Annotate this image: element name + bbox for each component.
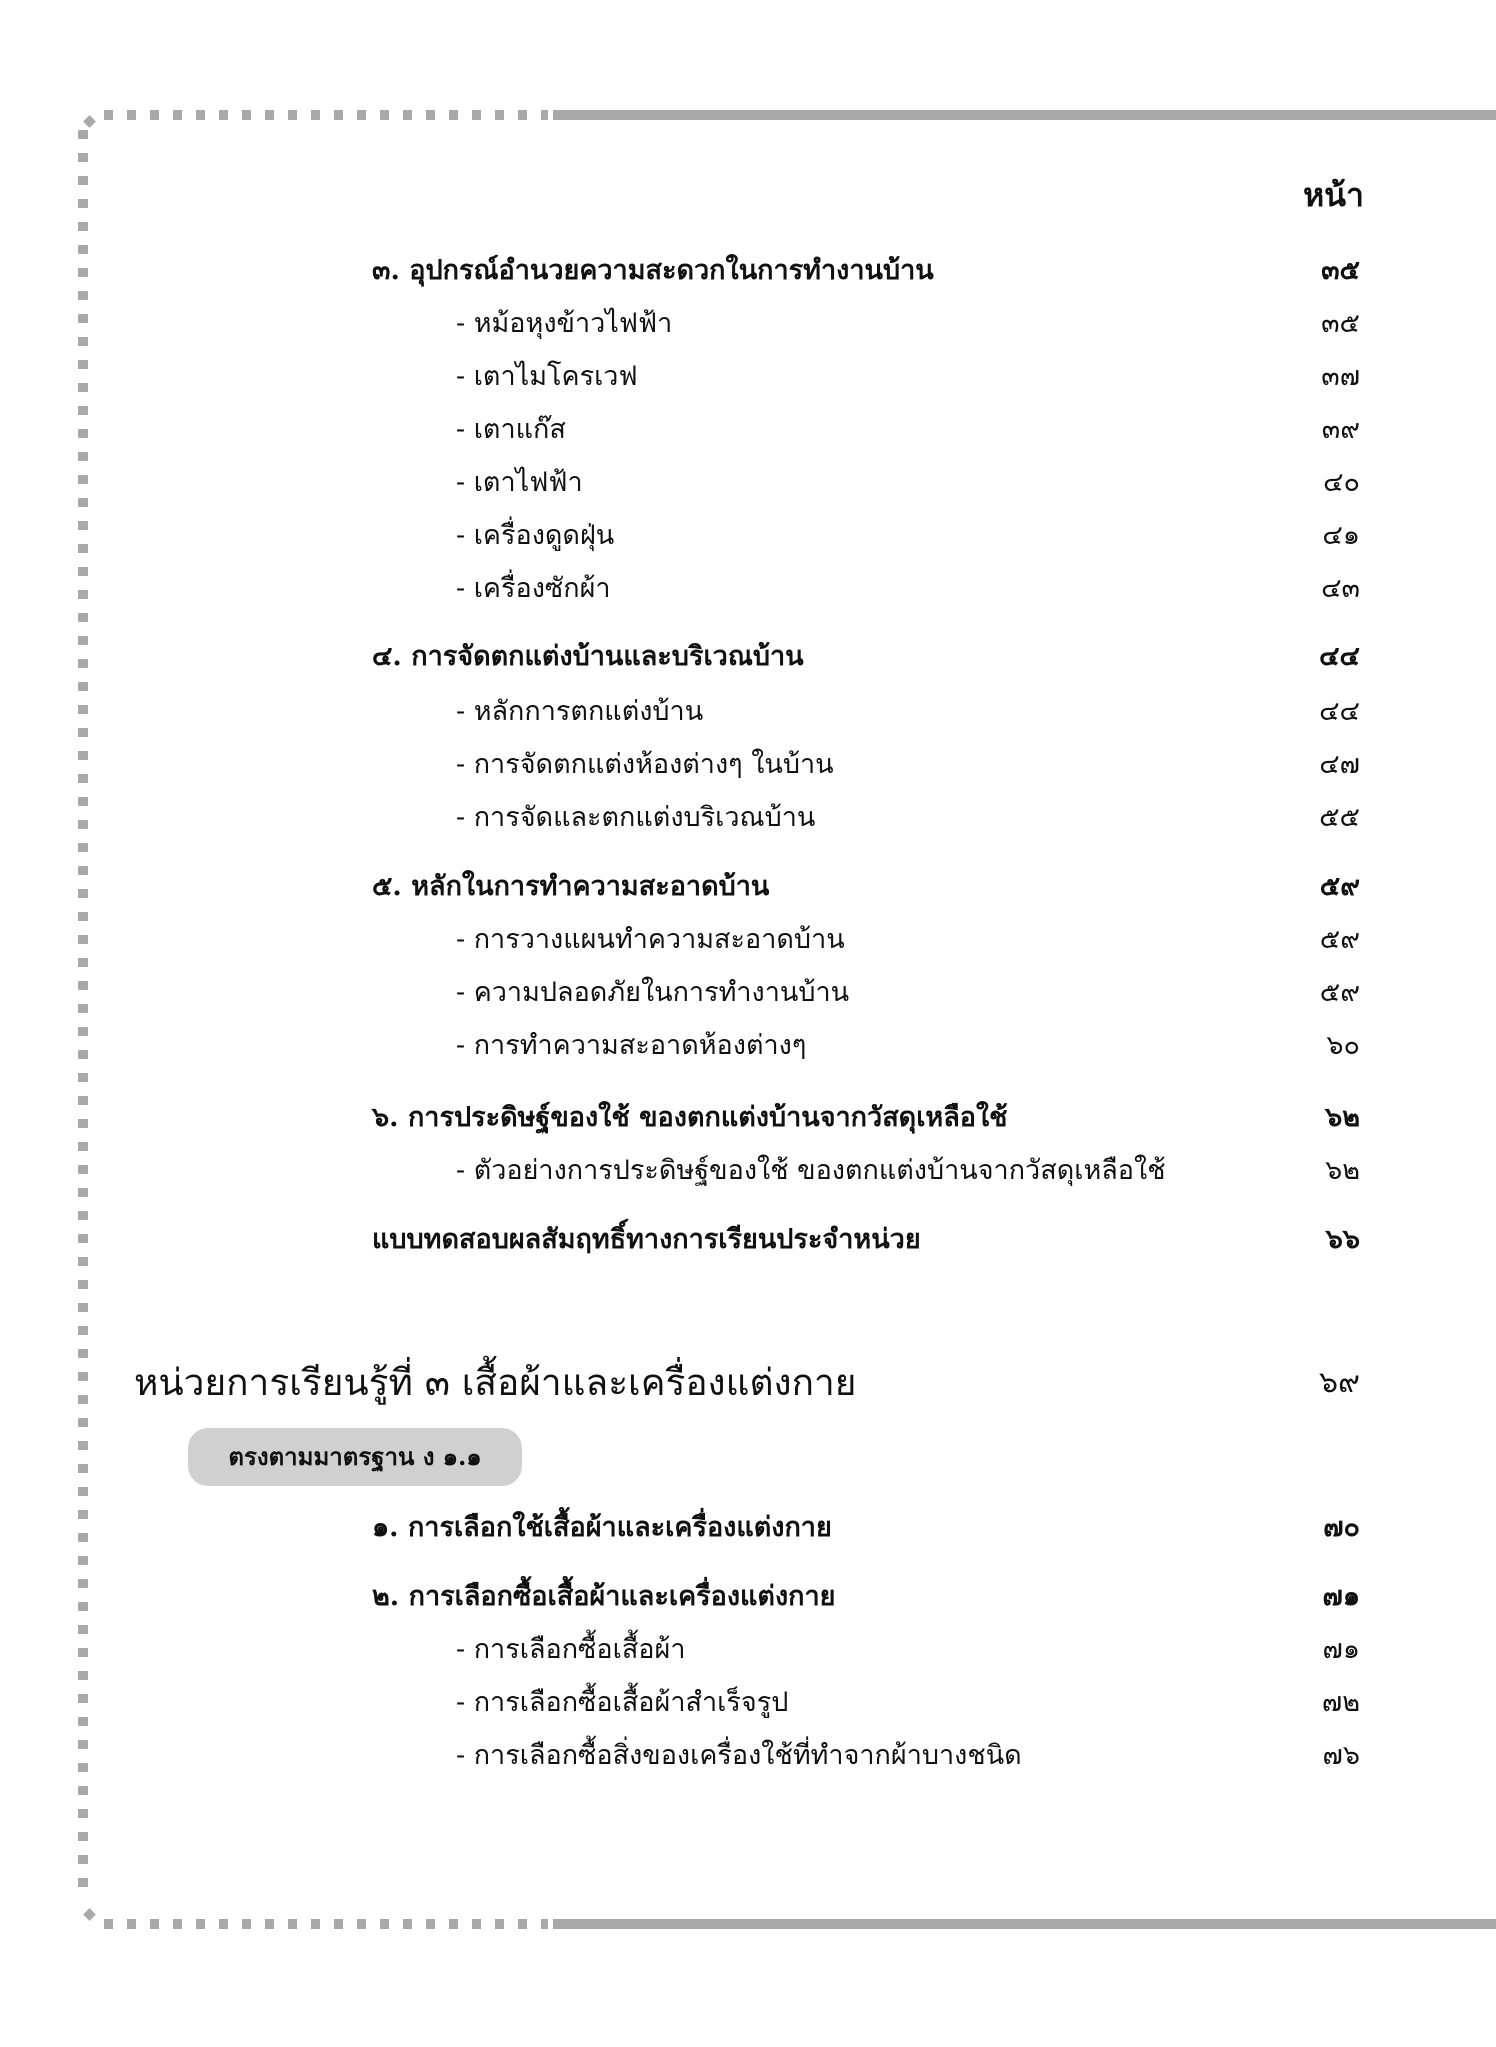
toc-page-number: ๖๒ <box>1325 1155 1360 1186</box>
toc-item-title: - ตัวอย่างการประดิษฐ์ของใช้ ของตกแต่งบ้านจากวัสดุเหลือใช้ <box>456 1155 1166 1186</box>
toc-item-title: - การจัดและตกแต่งบริเวณบ้าน <box>456 802 816 833</box>
toc-item[interactable] <box>0 1680 1496 1726</box>
toc-item-title: - การเลือกซื้อเสื้อผ้า <box>456 1634 686 1665</box>
toc-page-number: ๓๕ <box>1321 255 1360 286</box>
toc-item-title: - เครื่องซักผ้า <box>456 573 611 604</box>
toc-item-title: - หลักการตกแต่งบ้าน <box>456 696 704 727</box>
toc-section[interactable] <box>0 248 1496 294</box>
toc-item[interactable] <box>0 1148 1496 1194</box>
toc-item[interactable] <box>0 1627 1496 1673</box>
frame-corner-diamond <box>83 115 96 128</box>
toc-section-title: ๔. การจัดตกแต่งบ้านและบริเวณบ้าน <box>372 641 804 672</box>
frame-corner-diamond <box>83 1908 96 1921</box>
toc-section[interactable] <box>0 1574 1496 1620</box>
toc-item-title: - ความปลอดภัยในการทำงานบ้าน <box>456 977 850 1008</box>
page-column-header: หน้า <box>1303 176 1364 214</box>
toc-item-title: - การทำความสะอาดห้องต่างๆ <box>456 1030 807 1061</box>
frame-bottom-dots <box>104 1919 548 1929</box>
frame-top-bar <box>553 110 1496 120</box>
toc-page-number: ๕๕ <box>1319 802 1360 833</box>
toc-page-number: ๖๙ <box>1318 1365 1360 1400</box>
toc-item-title: - เตาไฟฟ้า <box>456 467 583 498</box>
toc-page-number: ๗๖ <box>1322 1740 1360 1771</box>
toc-item-title: - การเลือกซื้อสิ่งของเครื่องใช้ที่ทำจากผ้าบางชนิด <box>456 1740 1022 1771</box>
toc-page-number: ๔๑ <box>1322 520 1360 551</box>
toc-section[interactable] <box>0 864 1496 910</box>
toc-page-number: ๕๙ <box>1319 977 1360 1008</box>
toc-page-number: ๕๙ <box>1319 924 1360 955</box>
toc-section-title: ๑. การเลือกใช้เสื้อผ้าและเครื่องแต่งกาย <box>372 1512 832 1543</box>
toc-section-title: ๖. การประดิษฐ์ของใช้ ของตกแต่งบ้านจากวัสดุเหลือใช้ <box>372 1102 1008 1133</box>
toc-section[interactable] <box>0 634 1496 680</box>
toc-item-title: - หม้อหุงข้าวไฟฟ้า <box>456 308 673 339</box>
toc-section-title: ๓. อุปกรณ์อำนวยความสะดวกในการทำงานบ้าน <box>372 255 934 286</box>
toc-section[interactable] <box>0 1095 1496 1141</box>
toc-item[interactable] <box>0 970 1496 1016</box>
toc-item-title: - การจัดตกแต่งห้องต่างๆ ในบ้าน <box>456 749 834 780</box>
toc-item[interactable] <box>0 1023 1496 1069</box>
toc-item-title: - การเลือกซื้อเสื้อผ้าสำเร็จรูป <box>456 1687 789 1718</box>
toc-item[interactable] <box>0 566 1496 612</box>
toc-section-title: ๕. หลักในการทำความสะอาดบ้าน <box>372 871 770 902</box>
toc-section-title: ๒. การเลือกซื้อเสื้อผ้าและเครื่องแต่งกาย <box>372 1581 836 1612</box>
toc-section[interactable] <box>0 1217 1496 1263</box>
toc-section[interactable] <box>0 1505 1496 1551</box>
toc-item[interactable] <box>0 917 1496 963</box>
toc-page-number: ๓๕ <box>1321 308 1360 339</box>
toc-page-number: ๗๑ <box>1322 1581 1360 1612</box>
toc-item[interactable] <box>0 742 1496 788</box>
toc-page-number: ๓๗ <box>1321 361 1360 392</box>
toc-item[interactable] <box>0 1733 1496 1779</box>
toc-item[interactable] <box>0 354 1496 400</box>
toc-page-number: ๗๑ <box>1322 1634 1360 1665</box>
toc-page-number: ๔๔ <box>1319 696 1360 727</box>
toc-page-number: ๕๙ <box>1319 871 1360 902</box>
frame-bottom-bar <box>553 1919 1496 1929</box>
toc-page-number: ๔๔ <box>1319 641 1360 672</box>
toc-section-title: แบบทดสอบผลสัมฤทธิ์ทางการเรียนประจำหน่วย <box>372 1224 921 1255</box>
toc-page-number: ๔๐ <box>1323 467 1360 498</box>
toc-item[interactable] <box>0 460 1496 506</box>
toc-item[interactable] <box>0 407 1496 453</box>
chapter-title: หน่วยการเรียนรู้ที่ ๓ เสื้อผ้าและเครื่องแต่งกาย <box>134 1361 857 1404</box>
toc-page-number: ๔๓ <box>1321 573 1360 604</box>
toc-item[interactable] <box>0 301 1496 347</box>
toc-page-number: ๖๒ <box>1325 1102 1360 1133</box>
toc-item-title: - เครื่องดูดฝุ่น <box>456 520 615 551</box>
toc-page-number: ๖๖ <box>1325 1224 1360 1255</box>
toc-page-number: ๗๒ <box>1321 1687 1360 1718</box>
toc-page-number: ๓๙ <box>1321 414 1360 445</box>
toc-chapter[interactable] <box>0 1360 1496 1406</box>
toc-page-number: ๔๗ <box>1319 749 1360 780</box>
toc-item[interactable] <box>0 689 1496 735</box>
frame-top-dots <box>104 110 548 120</box>
toc-page-number: ๗๐ <box>1323 1512 1360 1543</box>
toc-item-title: - เตาแก๊ส <box>456 414 566 445</box>
toc-item-title: - การวางแผนทำความสะอาดบ้าน <box>456 924 845 955</box>
toc-page-number: ๖๐ <box>1326 1030 1360 1061</box>
standard-badge: ตรงตามมาตรฐาน ง ๑.๑ <box>188 1428 522 1486</box>
toc-item[interactable] <box>0 513 1496 559</box>
toc-item-title: - เตาไมโครเวฟ <box>456 361 638 392</box>
toc-item[interactable] <box>0 795 1496 841</box>
